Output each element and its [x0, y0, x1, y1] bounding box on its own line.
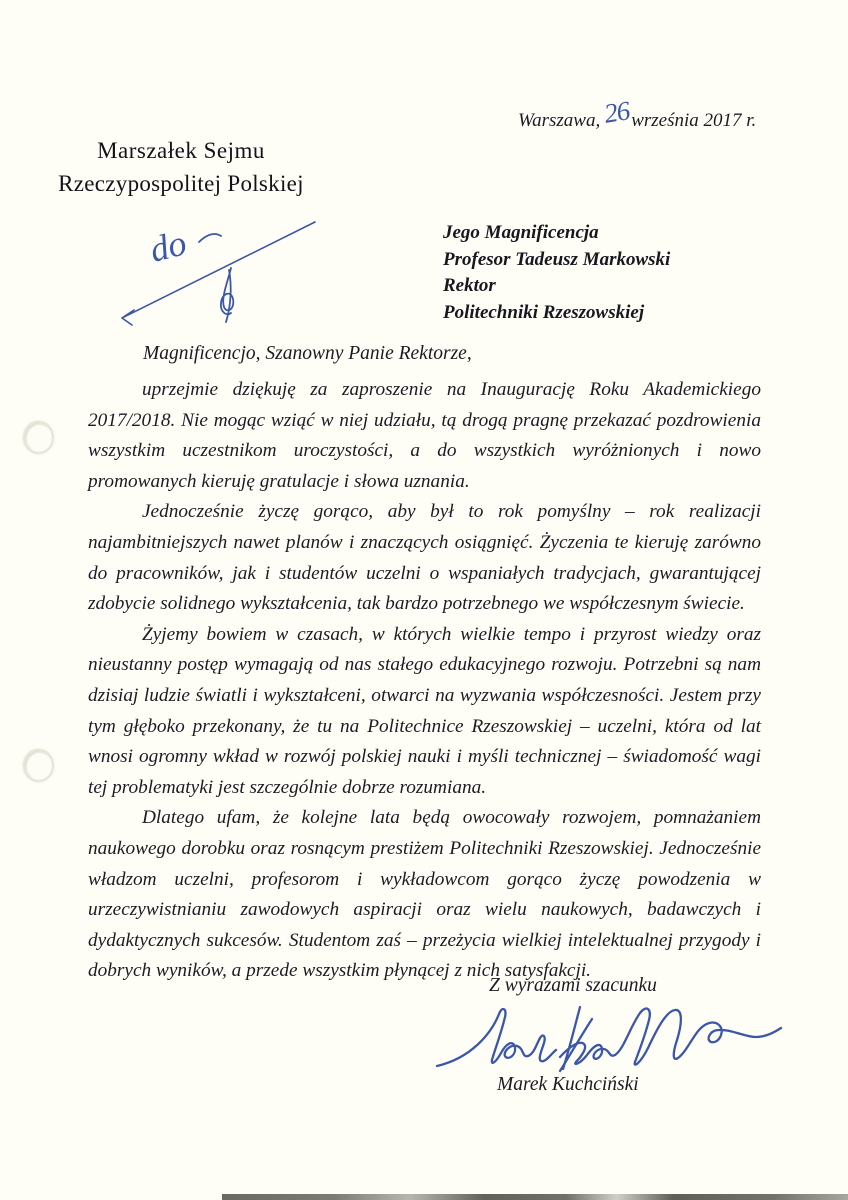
scan-edge-artifact	[222, 1194, 848, 1200]
dateline-suffix: września 2017 r.	[631, 110, 757, 131]
body-paragraph: Żyjemy bowiem w czasach, w których wielkie tempo i przyrost wiedzy oraz nieustanny postęp wymagają od nas stałego edukacyjnego rozwoju. Potrzebni są nam dzisiaj ludzie światli i wykształceni, otwarci na wyzwania współczesności. Jestem przy tym głęboko przekonany, że tu na Politechnice Rzeszowskiej – uczelni, która od lat wnosi ogromny wkład w rozwój polskiej nauki i myśli technicznej – świadomość wagi tej problematyki jest szczególnie dobrze rozumiana.	[88, 623, 761, 798]
recipient-line: Profesor Tadeusz Markowski	[443, 248, 671, 270]
recipient-line: Politechniki Rzeszowskiej	[443, 301, 645, 323]
letterhead-line1: Marszałek Sejmu	[97, 138, 265, 163]
salutation: Magnificencjo, Szanowny Panie Rektorze,	[143, 343, 472, 364]
body-paragraph: Dlatego ufam, że kolejne lata będą owocowały rozwojem, pomnażaniem naukowego dorobku oraz rosnącym prestiżem Politechniki Rzeszowskiej. Jednocześnie władzom uczelni, profesorom i wykładowcom gorąco życzę powodzenia w urzeczywistnianiu zawodowych aspiracji oraz wielu naukowych, badawczych i dydaktycznych sukcesów. Studentom zaś – przeżycia wielkiej intelektualnej przygody i dobrych wyników, a przede wszystkim płynącej z nich satysfakcji.	[88, 807, 761, 982]
letterhead-line2: Rzeczypospolitej Polskiej	[58, 171, 304, 196]
signature-stroke	[437, 1009, 556, 1066]
letterhead	[50, 134, 312, 200]
body-paragraph: uprzejmie dziękuję za zaproszenie na Inaugurację Roku Akademickiego 2017/2018. Nie mogąc wziąć w niej udziału, tą drogą pragnę przekazać pozdrowienia wszystkim uczestnikom uroczystości, a do wszystkich wyróżnionych i nowo promowanych kieruję gratulacje i słowa uznania.	[88, 379, 761, 492]
punch-hole	[23, 421, 54, 454]
dateline-city: Warszawa,	[518, 110, 601, 131]
valediction: Z wyrazami szacunku	[489, 975, 657, 996]
annotation-do-text: do	[145, 222, 191, 270]
body-paragraph: Jednocześnie życzę gorąco, aby był to rok pomyślny – rok realizacji najambitniejszych nawet planów i znaczących osiągnięć. Życzenia te kieruję zarówno do pracowników, jak i studentów uczelni o wspaniałych tradycjach, gwarantującej zdobycie solidnego wykształcenia, tak bardzo potrzebnego we współczesnym świecie.	[88, 501, 761, 615]
recipient-line: Rektor	[443, 275, 496, 296]
letter-body	[88, 375, 761, 987]
signature-icon	[433, 998, 787, 1082]
signature-stroke	[560, 1009, 781, 1065]
handwritten-day: 26	[602, 95, 632, 129]
recipient-block	[443, 220, 670, 326]
handwritten-annotation	[103, 210, 323, 340]
dateline	[518, 95, 757, 133]
recipient-line: Jego Magnificencja	[443, 222, 599, 243]
signer-name: Marek Kuchciński	[497, 1074, 639, 1095]
punch-hole	[23, 749, 54, 782]
